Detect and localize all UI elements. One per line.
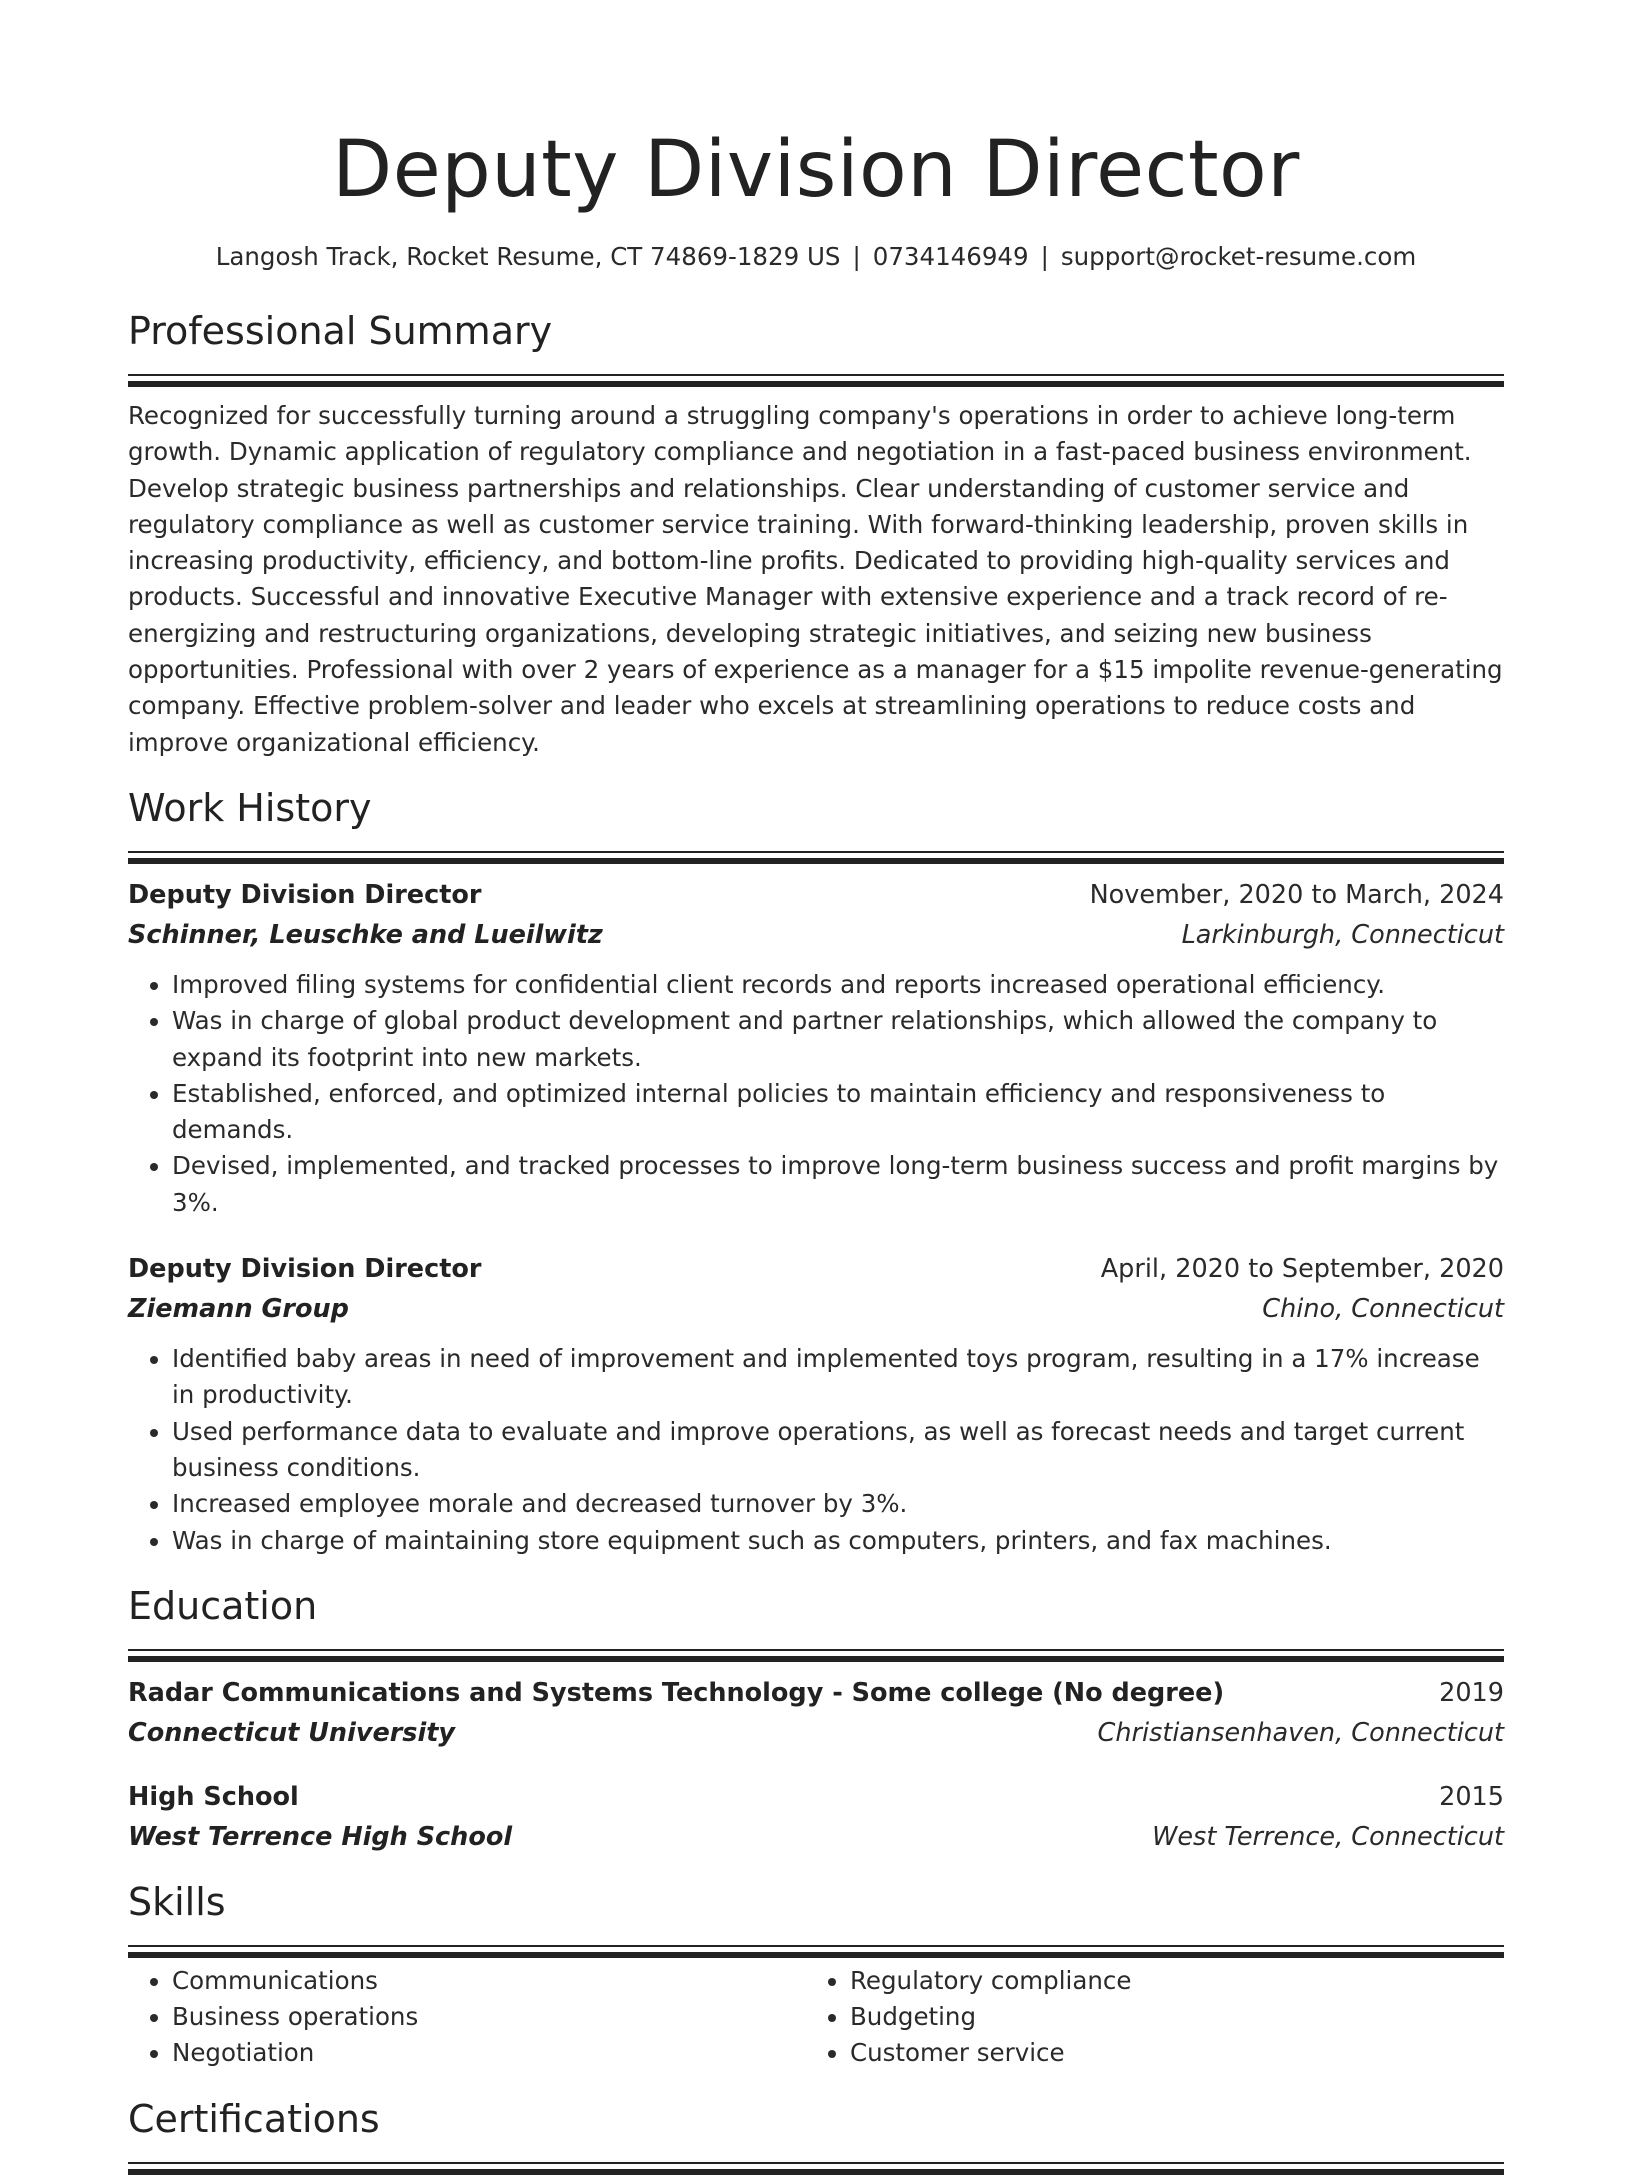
list-item: • Was in charge of maintaining store equipment such as computers, printers, and fax machines. [172, 1523, 1504, 1559]
contact-separator: | [1040, 242, 1049, 271]
job-bullets [128, 967, 1504, 1221]
section-divider [128, 374, 1504, 376]
section-divider [128, 1945, 1504, 1947]
list-item: • Increased employee morale and decreased turnover by 3%. [172, 1486, 1504, 1522]
education-section [128, 1581, 1504, 1855]
contact-email: support@rocket-resume.com [1060, 242, 1417, 271]
education-school: West Terrence High School [128, 1821, 513, 1852]
contact-address: Langosh Track, Rocket Resume, CT 74869-1829 US [215, 242, 841, 271]
education-degree: Radar Communications and Systems Technology - Some college (No degree) [128, 1677, 1225, 1708]
list-item: • Used performance data to evaluate and improve operations, as well as forecast needs and target current business conditions. [172, 1414, 1504, 1487]
list-item: • Identified baby areas in need of improvement and implemented toys program, resulting in a 17% increase in productivity. [172, 1341, 1504, 1414]
skill-item: • Regulatory compliance [850, 1963, 1484, 1999]
education-year: 2015 [1439, 1781, 1504, 1812]
summary-text: Recognized for successfully turning around a struggling company's operations in order to achieve long-term growth. Dynamic application of regulatory compliance and negotiation in a fast-paced business environment. Develop strategic business partnerships and relationships. Clear understanding of customer service and regulatory compliance as well as customer service training. With forward-thinking leadership, proven skills in increasing productivity, efficiency, and bottom-line profits. Dedicated to providing high-quality services and products. Successful and innovative Executive Manager with extensive experience and a track record of re-energizing and restructuring organizations, developing strategic initiatives, and seizing new business opportunities. Professional with over 2 years of experience as a manager for a $15 impolite revenue-generating company. Effective problem-solver and leader who excels at streamlining operations to reduce costs and improve organizational efficiency. [128, 401, 1503, 757]
job-dates: April, 2020 to September, 2020 [1100, 1254, 1504, 1285]
list-item: • Improved filing systems for confidential client records and reports increased operational efficiency. [172, 967, 1504, 1003]
skill-item: • Negotiation [172, 2035, 806, 2071]
job-company: Ziemann Group [128, 1294, 349, 1325]
section-heading-skills: Skills [128, 1879, 226, 1924]
section-divider [128, 851, 1504, 853]
education-location: Christiansenhaven, Connecticut [1097, 1717, 1504, 1748]
list-item: • Established, enforced, and optimized internal policies to maintain efficiency and responsiveness to demands. [172, 1076, 1504, 1149]
section-heading-education: Education [128, 1583, 318, 1628]
skills-columns [128, 1963, 1504, 2072]
job-location: Chino, Connecticut [1262, 1294, 1504, 1325]
skills-list-left [128, 1963, 806, 2072]
education-entry [128, 1779, 1504, 1855]
job-bullets [128, 1341, 1504, 1559]
skill-item: • Customer service [850, 2035, 1484, 2071]
skill-item: • Budgeting [850, 1999, 1484, 2035]
education-degree: High School [128, 1781, 299, 1812]
section-heading-summary: Professional Summary [128, 309, 553, 353]
job-title: Deputy Division Director [128, 1254, 482, 1285]
certifications-section [128, 2094, 1504, 2164]
education-location: West Terrence, Connecticut [1152, 1821, 1504, 1852]
list-item: • Was in charge of global product development and partner relationships, which allowed the company to expand its footprint into new markets. [172, 1003, 1504, 1076]
section-divider [128, 2162, 1504, 2164]
contact-phone: 0734146949 [872, 242, 1029, 271]
work-history-section [128, 783, 1504, 1559]
job-title: Deputy Division Director [128, 879, 482, 910]
job-location: Larkinburgh, Connecticut [1181, 919, 1504, 950]
section-heading-certifications: Certifications [128, 2096, 380, 2141]
section-divider [128, 1649, 1504, 1651]
contact-line [128, 240, 1504, 274]
education-year: 2019 [1439, 1677, 1504, 1708]
skills-section [128, 1877, 1504, 2072]
job-dates: November, 2020 to March, 2024 [1089, 879, 1504, 910]
education-school: Connecticut University [128, 1717, 456, 1748]
job-company: Schinner, Leuschke and Lueilwitz [128, 919, 603, 950]
skill-item: • Business operations [172, 1999, 806, 2035]
section-heading-work: Work History [128, 785, 372, 830]
education-entry [128, 1675, 1504, 1751]
job-entry [128, 877, 1504, 1221]
resume-name: Deputy Division Director [332, 125, 1300, 215]
summary-section [128, 306, 1504, 761]
job-entry [128, 1251, 1504, 1559]
contact-separator: | [852, 242, 861, 271]
skill-item: • Communications [172, 1963, 806, 1999]
list-item: • Devised, implemented, and tracked processes to improve long-term business success and profit margins by 3%. [172, 1148, 1504, 1221]
skills-list-right [806, 1963, 1484, 2072]
